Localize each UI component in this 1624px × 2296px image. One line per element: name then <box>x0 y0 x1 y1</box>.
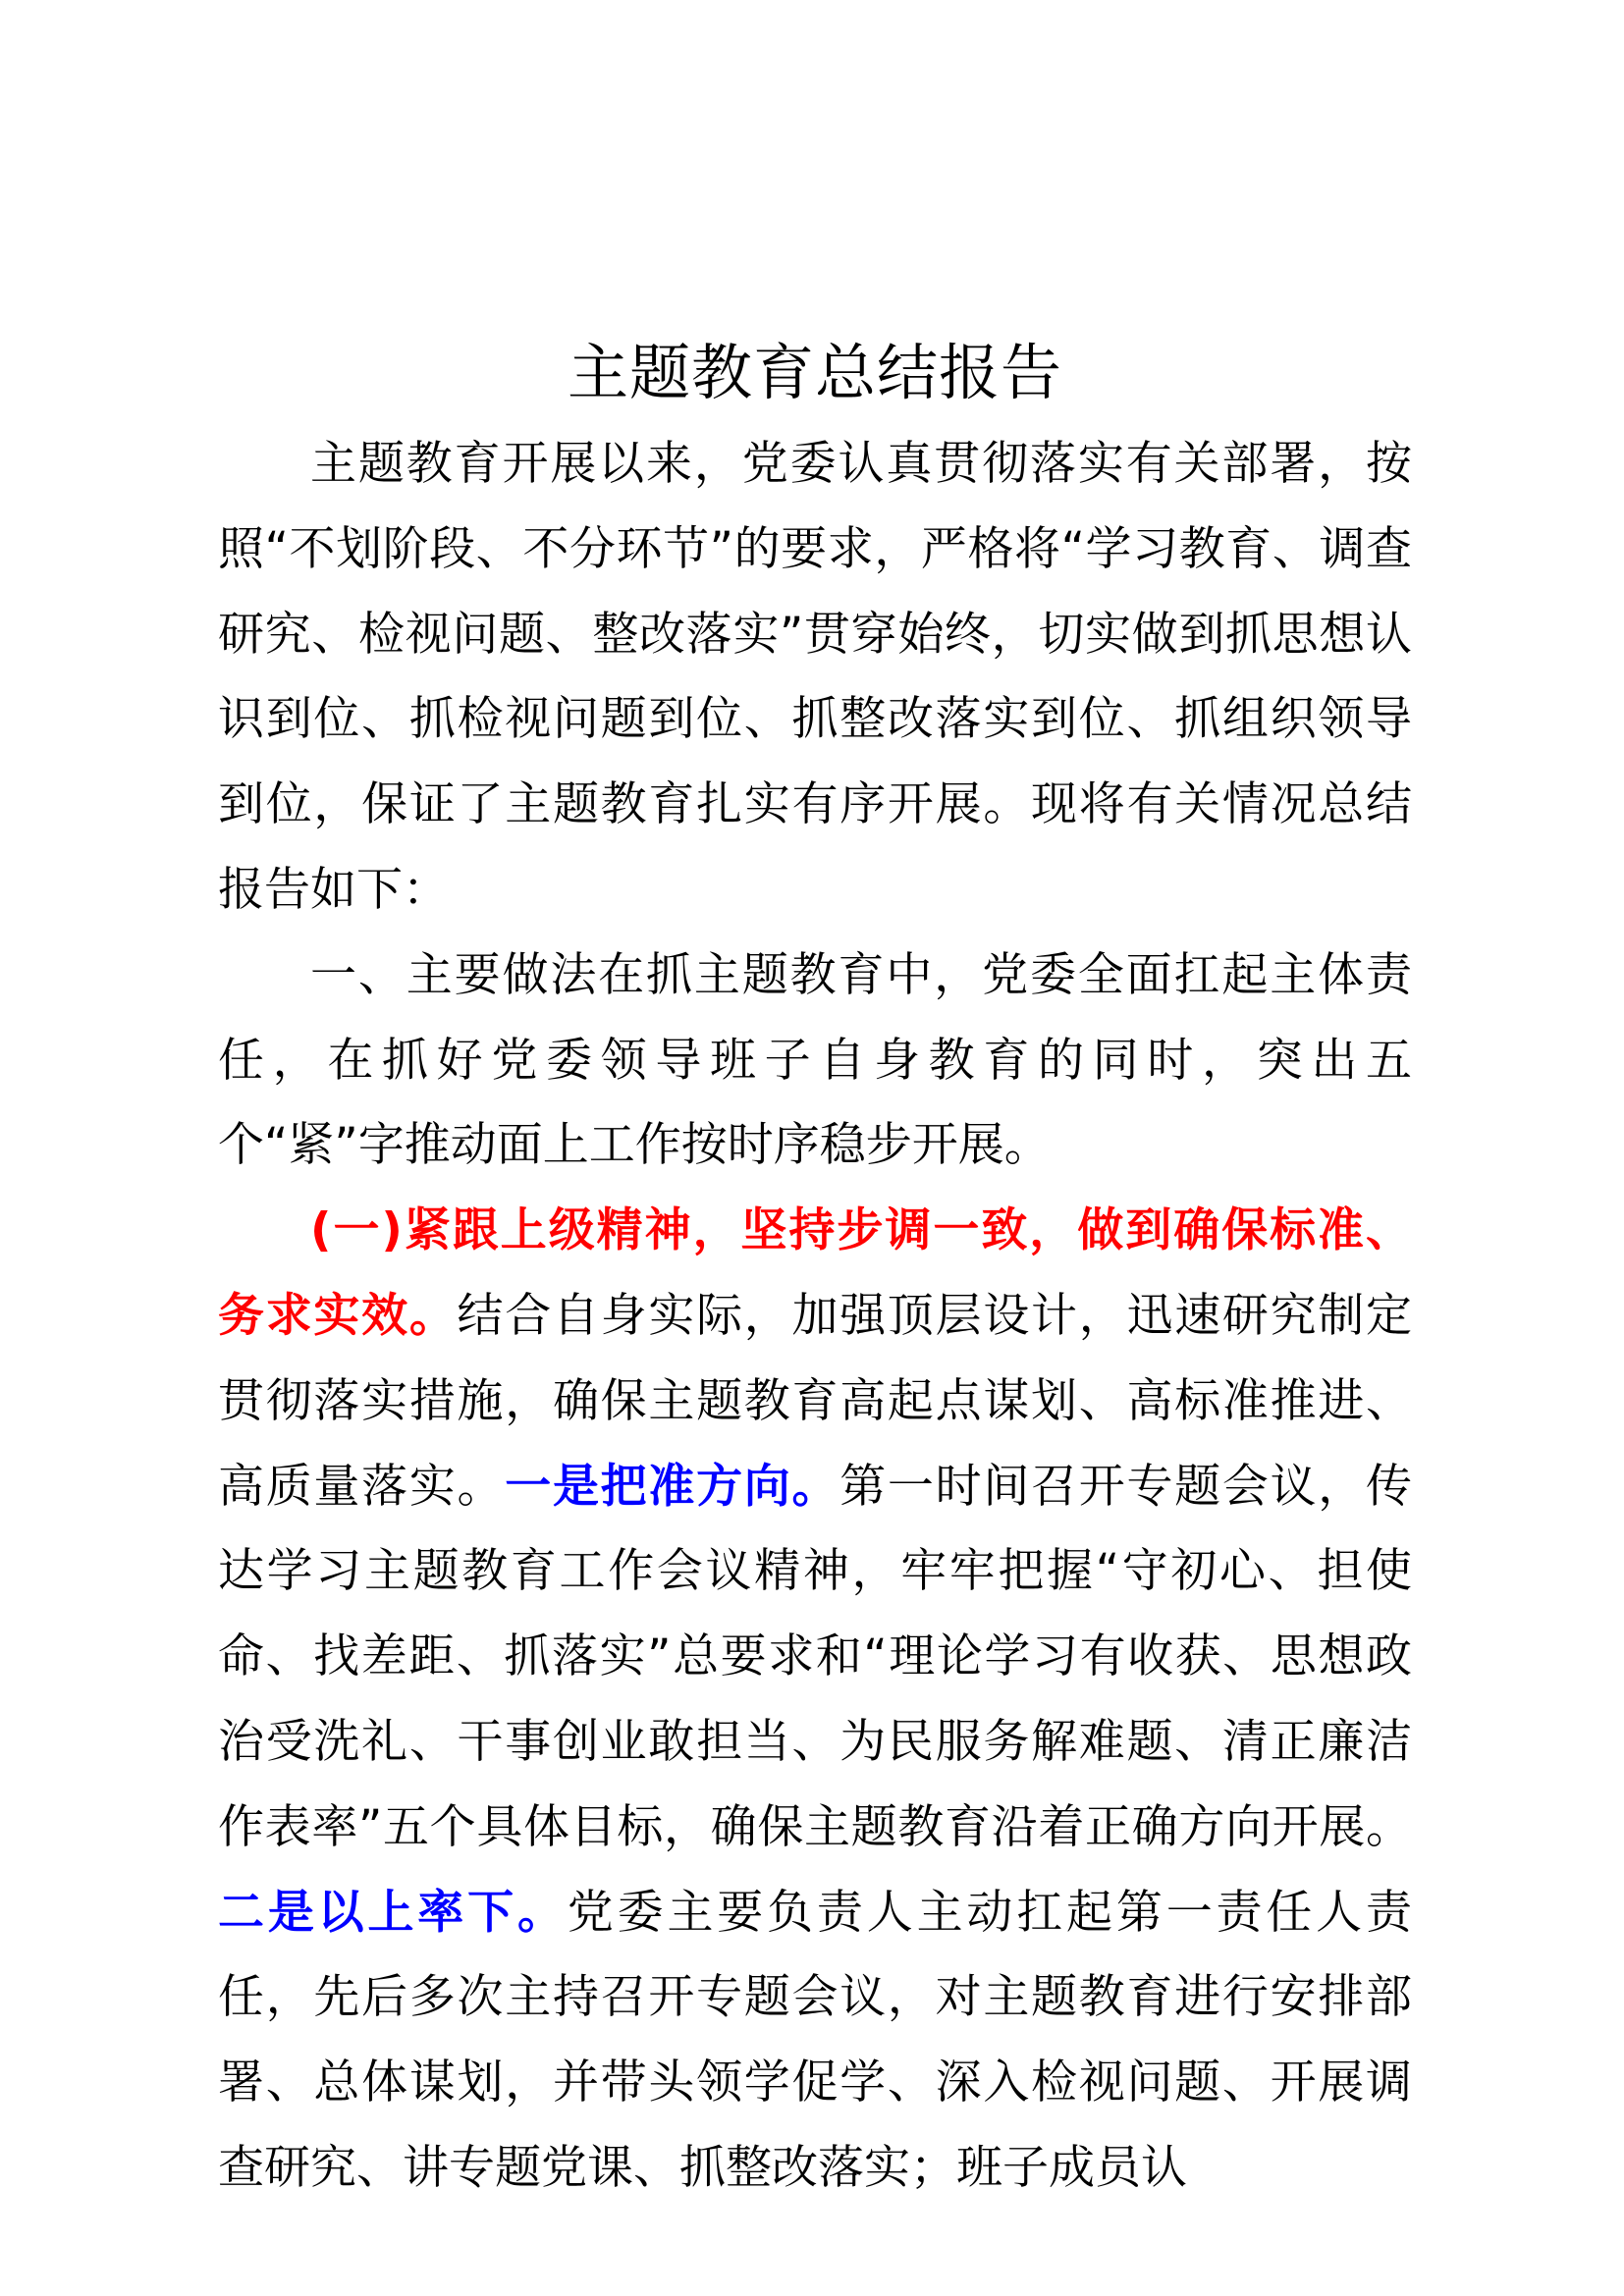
subsection-one-text: 结合自身实际，加强顶层设计，迅速研究制定贯彻落实措施，确保主题教育高起点谋划、高标准推进、高质量落实。 <box>218 1288 1413 1514</box>
subsection-one-heading: (一)紧跟上级精神，坚持步调一致，做到确保标准、务求实效。 <box>218 1203 1412 1343</box>
subsection-one-paragraph <box>218 1189 1412 2212</box>
point-two-heading: 二是以上率下。 <box>218 1885 568 1940</box>
document-page <box>218 324 1412 2212</box>
point-two-text: 党委主要负责人主动扛起第一责任人责任，先后多次主持召开专题会议，对主题教育进行安排部署、总体谋划，并带头领学促学、深入检视问题、开展调查研究、讲专题党课、抓整改落实；班子成员认 <box>218 1885 1413 2195</box>
point-one-heading: 一是把准方向。 <box>505 1459 840 1514</box>
point-one-text: 第一时间召开专题会议，传达学习主题教育工作会议精神，牢牢把握“守初心、担使命、找差距、抓落实”总要求和“理论学习有收获、思想政治受洗礼、干事创业敢担当、为民服务解难题、清正廉洁作表率”五个具体目标，确保主题教育沿着正确方向开展。 <box>218 1459 1413 1854</box>
intro-paragraph: 主题教育开展以来，党委认真贯彻落实有关部署，按照“不划阶段、不分环节”的要求，严格将“学习教育、调查研究、检视问题、整改落实”贯穿始终，切实做到抓思想认识到位、抓检视问题到位、抓整改落实到位、抓组织领导到位，保证了主题教育扎实有序开展。现将有关情况总结报告如下： <box>218 437 1412 917</box>
section-one-paragraph: 一、主要做法在抓主题教育中，党委全面扛起主体责任，在抓好党委领导班子自身教育的同时，突出五个“紧”字推动面上工作按时序稳步开展。 <box>218 947 1412 1173</box>
document-title: 主题教育总结报告 <box>567 337 1062 408</box>
